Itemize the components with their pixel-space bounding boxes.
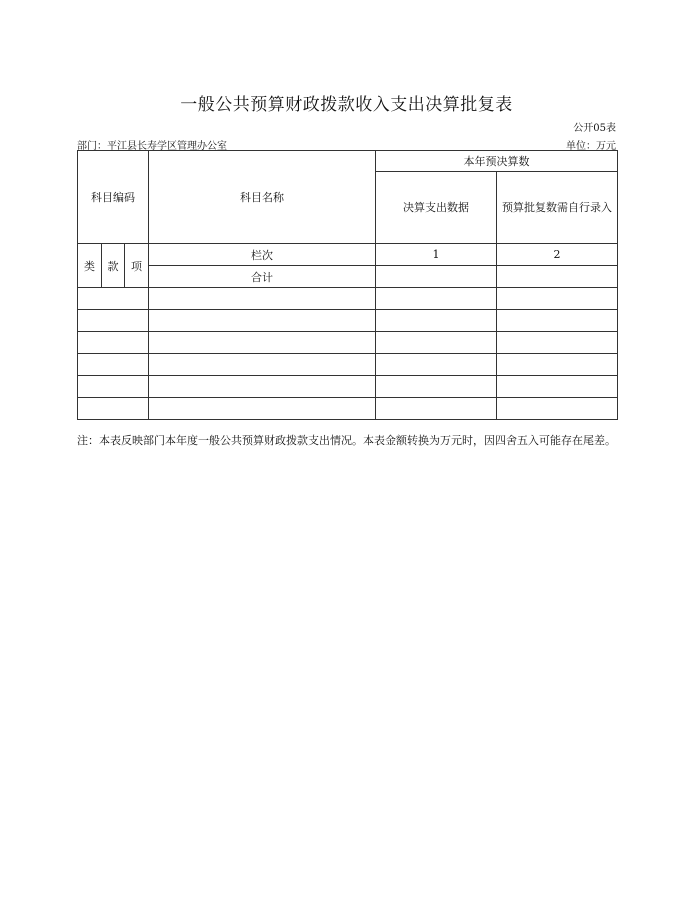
- table-row: [78, 332, 618, 354]
- footnote: 注：本表反映部门本年度一般公共预算财政拨款支出情况。本表金额转换为万元时，因四舍五入可能存在尾差。: [77, 434, 616, 447]
- code-cell: [78, 376, 149, 398]
- col1-cell: [376, 310, 497, 332]
- column-index-2: 2: [497, 244, 618, 266]
- column-index-1: 1: [376, 244, 497, 266]
- col1-cell: [376, 398, 497, 420]
- name-cell: [149, 310, 376, 332]
- total-label: 合计: [149, 266, 376, 288]
- col2-cell: [497, 376, 618, 398]
- col2-cell: [497, 332, 618, 354]
- table-row: [78, 376, 618, 398]
- item-cell: 项: [125, 244, 149, 288]
- subject-name-header: 科目名称: [149, 151, 376, 244]
- name-cell: [149, 354, 376, 376]
- col1-cell: [376, 288, 497, 310]
- section-cell: 款: [102, 244, 125, 288]
- col2-cell: [497, 288, 618, 310]
- table-row: [78, 288, 618, 310]
- col2-cell: [497, 398, 618, 420]
- table-row: [78, 310, 618, 332]
- final-expenditure-header: 决算支出数据: [376, 172, 497, 244]
- col1-cell: [376, 354, 497, 376]
- total-row: [78, 266, 618, 288]
- form-number: 公开05表: [573, 123, 616, 134]
- table-row: [78, 354, 618, 376]
- header-row-1: [78, 151, 618, 172]
- name-cell: [149, 288, 376, 310]
- code-cell: [78, 288, 149, 310]
- page-title: 一般公共预算财政拨款收入支出决算批复表: [180, 95, 513, 115]
- budget-approval-header: 预算批复数需自行录入: [497, 172, 618, 244]
- column-index-row: [78, 244, 618, 266]
- col2-cell: [497, 310, 618, 332]
- column-index-label: 栏次: [149, 244, 376, 266]
- year-amount-header: 本年预决算数: [376, 151, 618, 172]
- name-cell: [149, 376, 376, 398]
- department-label: 部门：平江县长寿学区管理办公室: [77, 141, 227, 152]
- name-cell: [149, 398, 376, 420]
- col1-cell: [376, 332, 497, 354]
- total-col1: [376, 266, 497, 288]
- col2-cell: [497, 354, 618, 376]
- name-cell: [149, 332, 376, 354]
- total-col2: [497, 266, 618, 288]
- unit-label: 单位：万元: [566, 141, 616, 152]
- code-cell: [78, 310, 149, 332]
- code-cell: [78, 398, 149, 420]
- code-cell: [78, 354, 149, 376]
- table-row: [78, 398, 618, 420]
- budget-table: [77, 150, 618, 420]
- subject-code-header: 科目编码: [78, 151, 149, 244]
- col1-cell: [376, 376, 497, 398]
- category-cell: 类: [78, 244, 102, 288]
- code-cell: [78, 332, 149, 354]
